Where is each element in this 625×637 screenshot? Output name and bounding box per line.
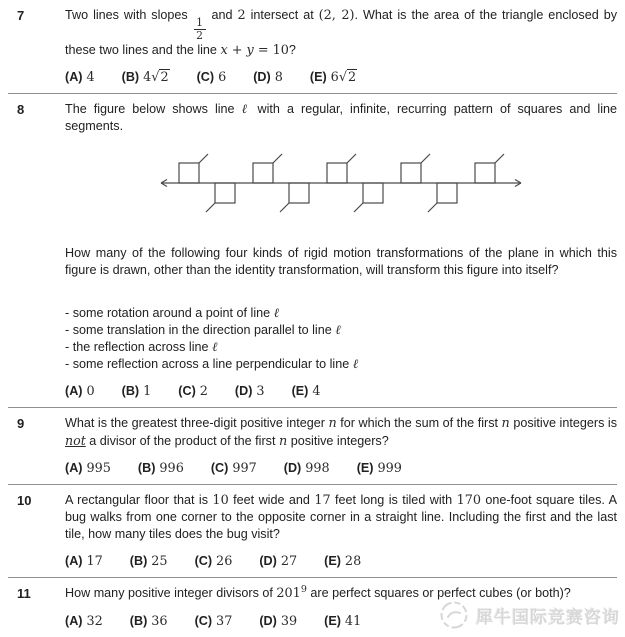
choice-label: (A) [65, 69, 83, 84]
answer-choice [138, 459, 184, 478]
choice-value: 997 [232, 460, 257, 476]
choice-label: (C) [210, 460, 229, 475]
choice-value: 4√2 [143, 69, 169, 85]
choice-label: (A) [65, 460, 83, 475]
answer-choice [65, 382, 95, 401]
answer-choice [211, 459, 257, 478]
answer-choice [122, 68, 170, 87]
answer-choice [357, 459, 402, 478]
problem-number: 8 [17, 101, 25, 117]
answer-choice [195, 552, 233, 571]
answer-choice [122, 382, 152, 401]
choice-label: (B) [137, 460, 156, 475]
choice-value: 28 [344, 553, 362, 569]
choice-label: (E) [309, 69, 327, 84]
watermark-text: 犀牛国际竞赛咨询 [476, 607, 620, 628]
choice-value: 17 [86, 553, 103, 569]
choice-value: 1 [143, 383, 152, 399]
answer-choice [178, 382, 208, 401]
answer-choice [310, 68, 357, 87]
choice-value: 995 [86, 460, 111, 476]
choice-label: (C) [194, 553, 213, 568]
answer-choice [259, 612, 297, 631]
list-item: - some translation in the direction parallel to line ℓ [65, 322, 341, 338]
choice-label: (B) [121, 69, 140, 84]
choice-value: 6√2 [330, 69, 357, 85]
choice-label: (A) [65, 383, 83, 398]
choice-value: 8 [274, 69, 283, 85]
choice-label: (D) [234, 383, 253, 398]
list-item: - the reflection across line ℓ [65, 339, 218, 355]
answer-choice [284, 459, 330, 478]
choice-label: (B) [129, 553, 148, 568]
transformation-list [65, 305, 617, 373]
choice-label: (C) [194, 613, 213, 628]
problem-row [0, 485, 625, 577]
choice-label: (B) [129, 613, 148, 628]
answer-choices-row [65, 459, 617, 478]
choice-label: (C) [178, 383, 196, 398]
choice-value: 26 [216, 553, 233, 569]
choice-value: 41 [344, 613, 362, 629]
answer-choice [253, 68, 283, 87]
answer-choices-row [65, 382, 617, 401]
problem-number: 11 [17, 585, 31, 601]
choice-value: 998 [305, 460, 330, 476]
answer-choice [65, 68, 95, 87]
question-text: What is the greatest three-digit positive integer n for which the sum of the first n positive integers is not a divisor of the product of the first n positive integers? [65, 415, 617, 449]
choice-value: 3 [256, 383, 265, 399]
problem-row [0, 408, 625, 484]
answer-choice [65, 552, 103, 571]
choice-value: 4 [312, 383, 321, 399]
fraction: $\frac{1}{2}$ [194, 17, 206, 42]
problem-body [65, 101, 617, 401]
choice-label: (D) [259, 613, 277, 628]
choice-value: 2 [199, 383, 208, 399]
question-text: Two lines with slopes $\frac{1}{2}$ and 2 intersect at (2, 2). What is the area of the triangle enclosed by these two lines and the line x + y = 10? [65, 8, 617, 58]
choice-label: (B) [121, 383, 140, 398]
list-item: - some reflection across a line perpendicular to line ℓ [65, 356, 359, 372]
choice-value: 996 [159, 460, 184, 476]
pattern-figure [160, 150, 522, 216]
answer-choice [324, 612, 361, 631]
choice-value: 25 [151, 553, 168, 569]
problem-body [65, 415, 617, 478]
choice-value: 4 [86, 69, 95, 85]
choice-value: 32 [86, 613, 103, 629]
answer-choice [292, 382, 321, 401]
question-text: A rectangular floor that is 10 feet wide and 17 feet long is tiled with 170 one-foot square tiles. A bug walks from one corner to the opposite corner in a straight line. Including the first and the last tile, how many tiles does the bug visit? [65, 492, 617, 541]
answer-choice [65, 612, 103, 631]
question-text: The figure below shows line ℓ with a regular, infinite, recurring pattern of squares and line segments. [65, 101, 617, 133]
choice-value: 999 [377, 460, 402, 476]
answer-choice [324, 552, 361, 571]
answer-choice [259, 552, 297, 571]
watermark [439, 600, 620, 630]
choice-label: (E) [324, 613, 341, 628]
choice-label: (C) [196, 69, 215, 84]
question-text: How many positive integer divisors of $201^9$ are perfect squares or perfect cubes (or both)? [65, 583, 571, 601]
choice-label: (E) [291, 383, 309, 398]
list-item: - some rotation around a point of line ℓ [65, 305, 279, 321]
choice-label: (A) [65, 613, 83, 628]
choice-label: (A) [65, 553, 83, 568]
answer-choices-row [65, 552, 617, 571]
choice-label: (D) [259, 553, 277, 568]
answer-choice [235, 382, 265, 401]
choice-value: 0 [86, 383, 95, 399]
problem-body [65, 7, 617, 87]
choice-value: 36 [151, 613, 168, 629]
choice-label: (E) [324, 553, 341, 568]
choice-value: 27 [280, 553, 298, 569]
radical: √2 [151, 69, 169, 85]
problem-row [0, 94, 625, 407]
answer-choice [197, 68, 227, 87]
choice-label: (D) [253, 69, 271, 84]
answer-choice [130, 552, 168, 571]
answer-choices-row [65, 68, 617, 87]
radical: √2 [338, 69, 357, 85]
choice-label: (D) [283, 460, 302, 475]
problem-number: 9 [17, 415, 25, 431]
choice-value: 6 [218, 69, 227, 85]
problem-body [65, 492, 617, 571]
problem-number: 7 [17, 8, 25, 23]
choice-value: 39 [280, 613, 298, 629]
answer-choice [130, 612, 168, 631]
answer-choice [195, 612, 233, 631]
choice-label: (E) [356, 460, 374, 475]
problem-number: 10 [17, 492, 32, 508]
answer-choice [65, 459, 111, 478]
choice-value: 37 [216, 613, 233, 629]
question-text: How many of the following four kinds of rigid motion transformations of the plane in which this figure is drawn, other than the identity transformation, will transform this figure into itself? [65, 245, 617, 277]
rhino-circle-logo-icon [439, 600, 469, 630]
problem-row [0, 0, 625, 93]
